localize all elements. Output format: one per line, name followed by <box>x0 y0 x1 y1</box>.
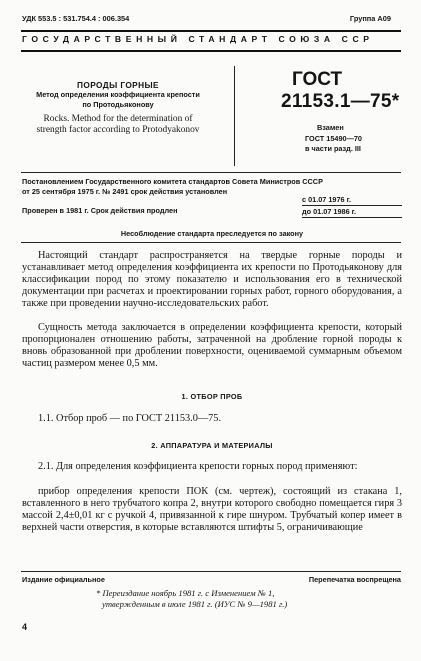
standard-title-block <box>22 80 214 136</box>
group-code: Группа А09 <box>349 14 391 23</box>
checked-note: Проверен в 1981 г. Срок действия продлен <box>22 206 178 215</box>
replaces-part: в части разд. III <box>305 144 361 153</box>
section-1-paragraph: 1.1. Отбор проб — по ГОСТ 21153.0—75. <box>38 413 222 424</box>
validity-to: до 01.07 1986 г. <box>302 206 402 218</box>
section-2-paragraph-1: 2.1. Для определения коэффициента крепости горных пород применяют: <box>38 461 358 472</box>
replaces-block <box>305 123 362 155</box>
english-title-line2: strength factor according to Protodyakonov <box>36 125 200 135</box>
banner-rule <box>21 50 401 52</box>
english-title <box>22 114 214 136</box>
footer-rule <box>21 571 401 572</box>
gost-label: ГОСТ <box>292 69 343 90</box>
footnote-line2: утвержденным в июле 1981 г. (ИУС № 9—1981 г.) <box>102 598 288 609</box>
body-rule <box>21 242 401 243</box>
standard-subtitle-line1: Метод определения коэффициента крепости <box>36 90 200 99</box>
decree-line2: от 25 сентября 1975 г. № 2491 срок действия установлен <box>22 187 228 196</box>
standard-title: ПОРОДЫ ГОРНЫЕ <box>77 80 159 90</box>
intro-paragraph-1: Настоящий стандарт распространяется на твердые горные породы и устанавливает метод определения коэффициента их крепости по Протодьяконову для классификации пород по этому показателю и использования его в технической документации при расчетах и проектировании горных работ, горного оборудования, а также при проведении научно-исследовательских работ. <box>22 250 402 310</box>
state-standard-banner: ГОСУДАРСТВЕННЫЙ СТАНДАРТ СОЮЗА ССР <box>22 34 374 44</box>
section-2-title: 2. АППАРАТУРА И МАТЕРИАЛЫ <box>151 441 273 450</box>
decree-line1: Постановлением Государственного комитета стандартов Совета Министров СССР <box>22 177 323 186</box>
legal-notice: Несоблюдение стандарта преследуется по закону <box>120 229 304 238</box>
validity-from: с 01.07 1976 г. <box>302 194 402 206</box>
official-edition-label: Издание официальное <box>22 575 105 584</box>
gost-number: 21153.1—75* <box>281 91 400 112</box>
reissue-footnote <box>96 588 396 609</box>
decree-rule <box>21 172 401 173</box>
section-1-title: 1. ОТБОР ПРОБ <box>181 392 243 401</box>
replaces-standard: ГОСТ 15490—70 <box>305 133 362 143</box>
udk-code: УДК 553.5 : 531.754.4 : 006.354 <box>22 14 130 23</box>
title-divider <box>234 66 235 166</box>
intro-paragraph-2: Сущность метода заключается в определении коэффициента крепости, который пропорционален отношению работы, затраченной на дробление горной породы к вновь образованной при дроблении поверхности, оцениваемой суммарным объемом частиц размером менее 0,5 мм. <box>22 322 402 370</box>
standard-subtitle-line2: по Протодьяконову <box>82 100 154 109</box>
validity-dates <box>302 194 402 218</box>
english-title-line1: Rocks. Method for the determination of <box>43 114 193 124</box>
top-rule <box>21 30 401 32</box>
footnote-line1: * Переиздание ноябрь 1981 г. с Изменением № 1, <box>96 588 275 598</box>
page-number: 4 <box>22 622 28 632</box>
section-2-paragraph-2: прибор определения крепости ПОК (см. чертеж), состоящий из стакана 1, вставленного в него трубчатого копра 2, внутри которого свободно помещается гиря 3 массой 2,4±0,01 кг с ручкой 4, привязанной к гире шнуром. Трубчатый копер имеет в верхней части отверстия, в которые вставляются штифты 5, ограничивающие <box>22 486 402 534</box>
reprint-prohibited-label: Перепечатка воспрещена <box>308 575 401 584</box>
replaces-label: Взамен <box>317 123 344 132</box>
